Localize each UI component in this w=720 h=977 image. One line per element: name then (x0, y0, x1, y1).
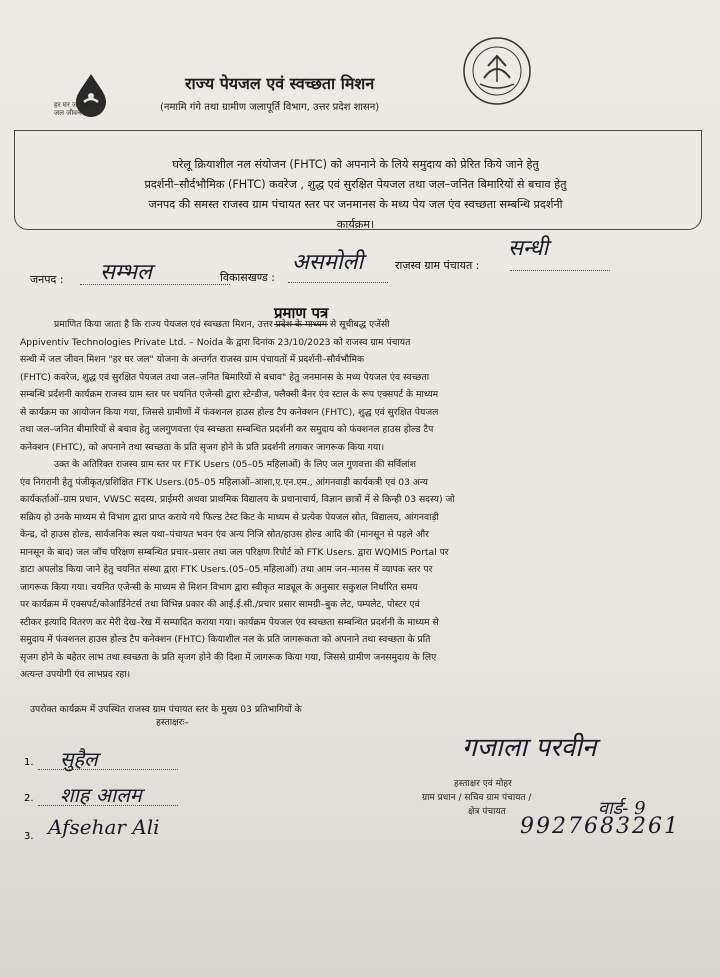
district-label: जनपद : (30, 273, 64, 286)
body-line: डाटा अपलोड किया जाने हेतु चयनित संस्था द्वारा FTK Users.(05–05 महिलाओं) तथा आम जन–मानस में व्यापक स्तर पर (20, 564, 433, 575)
sig-1: सुहैल (60, 747, 98, 771)
sig-num-1: 1. (24, 757, 34, 768)
stamp-line-2: ग्राम प्रधान / सचिव ग्राम पंचायत / (422, 793, 532, 803)
body-line: प्रमाणित किया जाता है कि राज्य पेयजल एवं स्वच्छता मिशन, उत्तर प्रदेश के माध्यम से सूचीबद्ध एजेंसी (54, 319, 390, 330)
body-line: सक्रिय हो उनके माध्यम से विभाग द्वारा प्राप्त कराये गये फिल्ड टेस्ट किट के माध्यम से प्रत्येक पेयजल स्रोत, विद्यालय, आंगनवाड़ी (20, 511, 439, 523)
phone-number: 9927683261 (520, 814, 680, 839)
sig-dotline-1 (38, 769, 178, 770)
body-line: से कार्यक्रम का आयोजन किया गया, जिससे ग्रामीणों में फंक्शनल हाउस होल्ड टैप कनेक्शन (FHTC), शुद्ध एवं सुरक्षित पेयजल (20, 406, 439, 418)
intro-line-1: घरेलू क्रियाशील नल संयोजन (FHTC) को अपनाने के लिये समुदाय को प्रेरित किये जाने हेतु (172, 158, 539, 171)
body-line: उक्त के अतिरिक्त राजस्व ग्राम स्तर पर FTK Users (05–05 महिलाओं) के लिए जल गुणवत्ता की सर्विलांश (54, 459, 416, 470)
body-line: केन्द्र, दो हाउस होल्ड, सार्वजनिक स्थल यथा–पंचायत भवन एंव अन्य निजि स्रोत/हाउस होल्ड आदि की (मानसून से पहले और (20, 529, 429, 540)
signature-intro-line1: उपरोक्त कार्यक्रम में उपस्थित राजस्व ग्राम पंचायत स्तर के मुख्य 03 प्रतिभागियों के (30, 704, 302, 715)
logo-caption (54, 101, 124, 117)
pradhan-signature-block (420, 728, 710, 858)
panchayat-value: सन्धी (508, 236, 549, 261)
intro-line-3: जनपद की समस्त राजस्व ग्राम पंचायत स्तर पर जनमानस के मध्य पेय जल एंव स्वच्छता सम्बन्धि प्रदर्शनी (148, 198, 563, 211)
stamp-line-3: क्षेत्र पंचायत (468, 807, 506, 817)
district-value: सम्भल (100, 260, 152, 285)
panchayat-dotline (510, 270, 610, 271)
body-line: अत्यन्त उपयोगी एंव लाभप्रद रहा। (20, 669, 131, 680)
body-line: मानसून के बाद) जल जॉच परिक्षण सम्बन्धित प्रचार–प्रसार तथा जल परिक्षण रिपोर्ट को FTK Users. द्वारा WQMIS Portal पर (20, 546, 449, 558)
body-line: समुदाय में फंक्शनल हाउस होल्ड टैप कनेक्शन (FHTC) कियाशील नल के प्रति जागरूकता को अपनाने तथा स्वच्छता के प्रति (20, 634, 431, 645)
sig-3: Afsehar Ali (48, 815, 160, 839)
body-line: सम्बन्धि प्रर्दशनी कार्यक्रम राजस्व ग्राम स्तर पर चयनित एजेन्सी द्वारा स्टेन्डीज, फ्लैक्सी बैनर एंव स्टाल के रूप एक्सपर्ट के माध्यम (20, 389, 439, 400)
up-government-seal (462, 36, 532, 106)
body-line: एंव निगरानी हेतु पंजीकृत/प्रशिक्षित FTK Users.(05–05 महिलाओं–आशा,ए.एन.एम., आंगनवाड़ी कार्यकत्री एवं 03 अन्य (20, 476, 428, 488)
location-fields (30, 236, 710, 286)
certificate-title: प्रमाण पत्र (274, 303, 328, 325)
intro-line-2: प्रदर्शनी–सौर्दभौमिक (FHTC) कवरेज , शुद्ध एवं सुरक्षित पेयजल तथा जल–जनित बिमारियों से बचाव हेतु (144, 178, 567, 191)
body-line: स्टीकर इत्यादि वितरण कर मेरी देख–रेख में सम्पादित कराया गया। कार्यक्रम पेयजल एंव स्वच्छता सम्बन्धित प्रदर्शनी के माध्यम से (20, 616, 439, 628)
pradhan-signature: गजाला परवीन (462, 733, 597, 763)
body-line: जागरूक किया गया। चयनित एजेन्सी के माध्यम से मिशन विभाग द्वारा स्वीकृत माड्यूल के अनुसार सकुशल निर्धारित समय (20, 581, 418, 593)
logo-caption-line1: हर घर जल (54, 101, 82, 109)
intro-text (28, 155, 683, 235)
block-label: विकासखण्ड : (220, 271, 276, 284)
org-subtitle: (नमामि गंगे तथा ग्रामीण जलापूर्ति विभाग, उत्तर प्रदेश शासन) (160, 102, 380, 113)
sig-num-3: 3. (24, 831, 34, 842)
stamp-line-1: हस्ताक्षर एवं मोहर (454, 779, 512, 789)
block-dotline (288, 282, 388, 283)
body-line: सन्धी में जल जीवन मिशन "हर घर जल" योजना के अन्तर्गत राजस्व ग्राम पंचायतों में प्रदर्शनी–सौर्वभौमिक (20, 354, 365, 365)
body-line: कनेक्शन (FHTC), को अपनाने तथा स्वच्छता के प्रति सृजग होने के प्रति प्रदर्शनी लगाकर जागरूक किया गया। (20, 441, 385, 453)
body-line: (FHTC) कवरेज, शुद्ध एवं सुरक्षित पेयजल तथा जल–जनित बिमारियों से बचाव" हेतु जनमानस के मध्य पेयजल एंव स्वच्छता (20, 371, 430, 383)
body-line: सृजग होने के बहेतर लाभ तथा स्वच्छता के प्रति सृजग होने की दिशा में जागरूक किया गया, जिससे ग्रामीण जनसमुदाय के लिए (20, 651, 437, 663)
org-title: राज्य पेयजल एवं स्वच्छता मिशन (185, 74, 375, 93)
signature-intro (30, 702, 302, 728)
signature-intro-line2: हस्ताक्षरः– (156, 717, 189, 728)
sig-2: शाह आलम (60, 783, 142, 807)
body-line: पर कार्यक्रम में एक्सपर्ट/कोआर्डिनेटर्स तथा विभिन्न प्रकार की आई.ई.सी./प्रचार प्रसार सामग्री–बुक लेट, पम्पलेट, पोस्टर एवं (20, 599, 420, 610)
body-line: Appiventiv Technologies Private Ltd. – Noida के द्वारा दिनांक 23/10/2023 को राजस्व ग्राम पंचायत (20, 336, 411, 348)
body-line: कार्यकर्ताओं–ग्राम प्रधान, VWSC सदस्य, प्राईमरी अथवा प्राथमिक विद्यालय के प्रधानाचार्य, विज्ञान छात्रों में से किन्ही 03 सदस्य) जो (20, 494, 455, 505)
certificate-body (20, 316, 700, 684)
participant-signatures (24, 745, 324, 855)
intro-line-4: कार्यक्रम। (336, 218, 375, 231)
logo-caption-line2: जल जीवन मिशन (54, 109, 98, 117)
sig-dotline-2 (38, 805, 178, 806)
district-dotline (80, 284, 230, 285)
ward-number: वार्ड- 9 (598, 798, 646, 819)
panchayat-label: राजस्व ग्राम पंचायत : (395, 259, 480, 272)
body-line: तथा जल–जनित बीमारियों से बचाव हेतु जलगुणवत्ता एंव स्वच्छता सम्बन्धित प्रदर्शनी कर समुदाय को फंक्शनल हाउस होल्ड टैप (20, 424, 434, 435)
block-value: असमोली (292, 250, 364, 275)
sig-num-2: 2. (24, 793, 34, 804)
